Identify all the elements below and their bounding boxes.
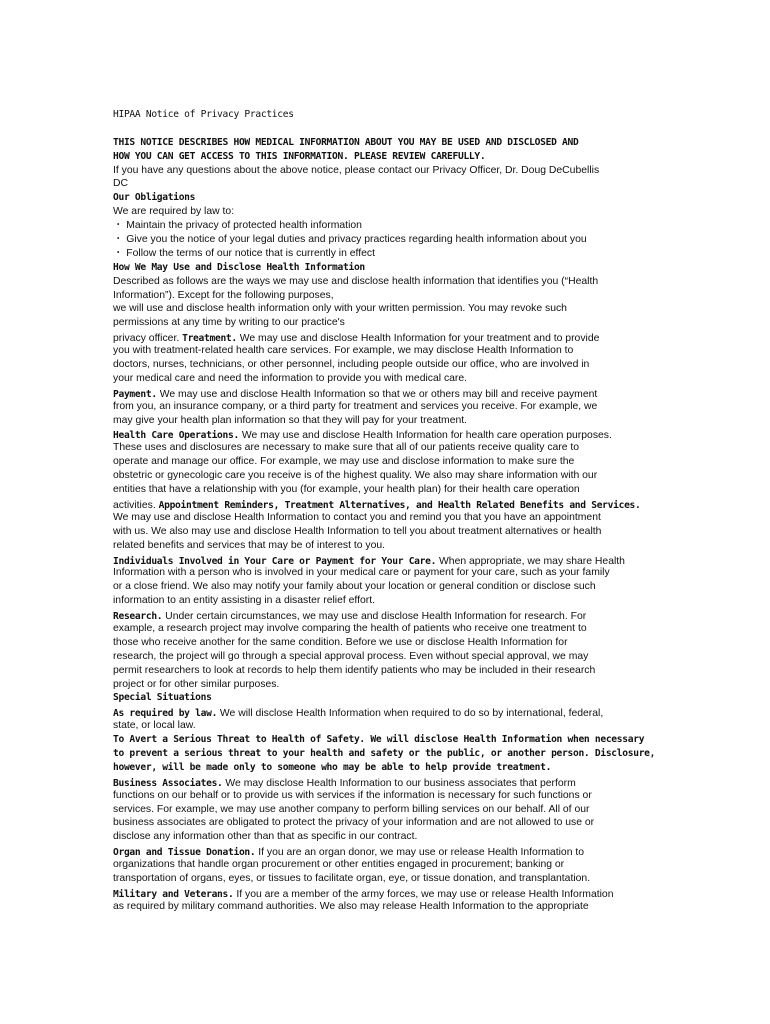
contact-line2: DC — [113, 178, 129, 190]
special-situations-heading: Special Situations — [113, 692, 212, 704]
required-by-law-heading: As required by law. — [113, 708, 218, 720]
paragraph-line — [113, 386, 658, 400]
research-heading: Research. — [113, 611, 163, 622]
paragraph-line: project or for other similar purposes. — [113, 678, 280, 690]
operations-heading: Health Care Operations. — [113, 430, 239, 442]
paragraph-line: organizations that handle organ procurement or other entities engaged in procurement; banking or — [113, 859, 565, 871]
paragraph-line: those who receive another for the same condition. Before we use or disclose Health Information for — [113, 636, 568, 648]
notice-heading-line1: THIS NOTICE DESCRIBES HOW MEDICAL INFORMATION ABOUT YOU MAY BE USED AND DISCLOSED AND — [113, 136, 579, 148]
document-title: HIPAA Notice of Privacy Practices — [113, 109, 294, 120]
inline-text: We may use and disclose Health Information so that we or others may bill and receive payment — [156, 388, 598, 400]
business-associates-heading: Business Associates. — [113, 777, 223, 789]
paragraph-line: These uses and disclosures are necessary to make sure that all of our patients receive quality care to — [113, 442, 580, 454]
obligation-bullet: ・ Maintain the privacy of protected health information — [113, 220, 362, 232]
paragraph-line — [113, 705, 658, 719]
paragraph-line — [113, 497, 658, 511]
individuals-heading: Individuals Involved in Your Care or Payment for Your Care. — [113, 555, 437, 567]
paragraph-line: research, the project will go through a special approval process. Even without special approval, we may — [113, 650, 589, 662]
paragraph-line: disclose any information other than that as specific in our contract. — [113, 831, 418, 843]
obligation-bullet: ・ Give you the notice of your legal duties and privacy practices regarding health information about you — [113, 234, 587, 246]
paragraph-line: permissions at any time by writing to our practice's — [113, 317, 345, 329]
paragraph-line: state, or local law. — [113, 720, 196, 732]
paragraph-line: functions on our behalf or to provide us with services if the information is necessary for such functions or — [113, 789, 592, 801]
paragraph-line: doctors, nurses, technicians, or other personnel, including people outside our office, who are involved in — [113, 359, 590, 371]
paragraph-line: Described as follows are the ways we may use and disclose health information that identifies you (“Health — [113, 275, 599, 287]
paragraph-line: business associates are obligated to protect the privacy of your information and are not allowed to use or — [113, 817, 595, 829]
treatment-heading: Treatment. — [182, 333, 237, 345]
paragraph-line: your medical care and need the information to provide you with medical care. — [113, 372, 468, 384]
inline-text: We may use and disclose Health Information for your treatment and to provide — [236, 333, 600, 345]
paragraph-line: or a close friend. We also may notify your family about your location or general condition or disclose such — [113, 581, 596, 593]
inline-text: When appropriate, we may share Health — [436, 555, 625, 567]
paragraph-line: as required by military command authorities. We also may release Health Information to the appropriate — [113, 900, 589, 912]
inline-text: If you are an organ donor, we may use or release Health Information to — [255, 847, 585, 859]
obligation-bullet: ・ Follow the terms of our notice that is currently in effect — [113, 247, 375, 259]
inline-text: Under certain circumstances, we may use and disclose Health Information for research. For — [162, 611, 587, 622]
paragraph-line: related benefits and services that may be of interest to you. — [113, 539, 386, 551]
organ-donation-heading: Organ and Tissue Donation. — [113, 847, 256, 859]
paragraph-line — [113, 608, 658, 622]
paragraph-line — [113, 886, 658, 900]
use-disclose-heading: How We May Use and Disclose Health Information — [113, 261, 365, 273]
paragraph-line — [113, 775, 658, 789]
paragraph-line: Information”). Except for the following purposes, — [113, 289, 334, 301]
inline-text: activities. — [113, 499, 159, 511]
paragraph-line: we will use and disclose health information only with your written permission. You may revoke such — [113, 303, 567, 315]
inline-text: We will disclose Health Information when required to do so by international, federal, — [217, 708, 604, 720]
spacer — [113, 122, 658, 136]
inline-text: If you are a member of the army forces, we may use or release Health Information — [233, 888, 614, 900]
serious-threat-line: to prevent a serious threat to your health and safety or the public, or another person. Disclosure, — [113, 747, 656, 759]
paragraph-line: entities that have a relationship with you (for example, your health plan) for their health care operation — [113, 484, 580, 496]
inline-text: We may disclose Health Information to our business associates that perform — [222, 777, 576, 789]
paragraph-line: may give your health plan information so that they will pay for your treatment. — [113, 414, 468, 426]
payment-heading: Payment. — [113, 388, 157, 400]
inline-text: privacy officer. — [113, 333, 183, 345]
paragraph-line: We may use and disclose Health Information to contact you and remind you that you have an appointment — [113, 511, 601, 523]
paragraph-line — [113, 844, 658, 858]
paragraph-line: example, a research project may involve comparing the health of patients who receive one treatment to — [113, 622, 587, 634]
notice-heading-line2: HOW YOU CAN GET ACCESS TO THIS INFORMATION. PLEASE REVIEW CAREFULLY. — [113, 150, 486, 162]
paragraph-line: services. For example, we may use another company to perform billing services on our behalf. All of our — [113, 803, 590, 815]
paragraph-line: you with treatment-related health care services. For example, we may disclose Health Information to — [113, 345, 574, 357]
paragraph-line: permit researchers to look at records to help them identify patients who may be included in their research — [113, 664, 596, 676]
paragraph-line — [113, 330, 658, 344]
serious-threat-line: however, will be made only to someone who may be able to help provide treatment. — [113, 761, 552, 773]
paragraph-line: from you, an insurance company, or a third party for treatment and services you receive. For example, we — [113, 400, 598, 412]
paragraph-line: with us. We also may use and disclose Health Information to tell you about treatment alternatives or health — [113, 525, 602, 537]
document-page — [113, 108, 658, 914]
paragraph-line — [113, 427, 658, 441]
paragraph-line: obstetric or gynecologic care you receive is of the highest quality. We also may share information with our — [113, 470, 598, 482]
paragraph-line: transportation of organs, eyes, or tissues to facilitate organ, eye, or tissue donation, and transplantation. — [113, 872, 591, 884]
paragraph-line — [113, 553, 658, 567]
appointment-heading: Appointment Reminders, Treatment Alternatives, and Health Related Benefits and Services. — [158, 499, 641, 511]
inline-text: We may use and disclose Health Information for health care operation purposes. — [238, 430, 612, 442]
paragraph-line: operate and manage our office. For example, we may use and disclose information to make sure the — [113, 456, 575, 468]
obligations-intro: We are required by law to: — [113, 206, 235, 218]
paragraph-line: Information with a person who is involved in your medical care or payment for your care, such as your family — [113, 567, 610, 579]
serious-threat-line: To Avert a Serious Threat to Health of Safety. We will disclose Health Information when necessary — [113, 734, 645, 746]
paragraph-line: information to an entity assisting in a disaster relief effort. — [113, 595, 376, 607]
obligations-heading: Our Obligations — [113, 192, 196, 204]
contact-line1: If you have any questions about the above notice, please contact our Privacy Officer, Dr. Doug DeCubellis — [113, 164, 600, 176]
military-veterans-heading: Military and Veterans. — [113, 888, 234, 900]
